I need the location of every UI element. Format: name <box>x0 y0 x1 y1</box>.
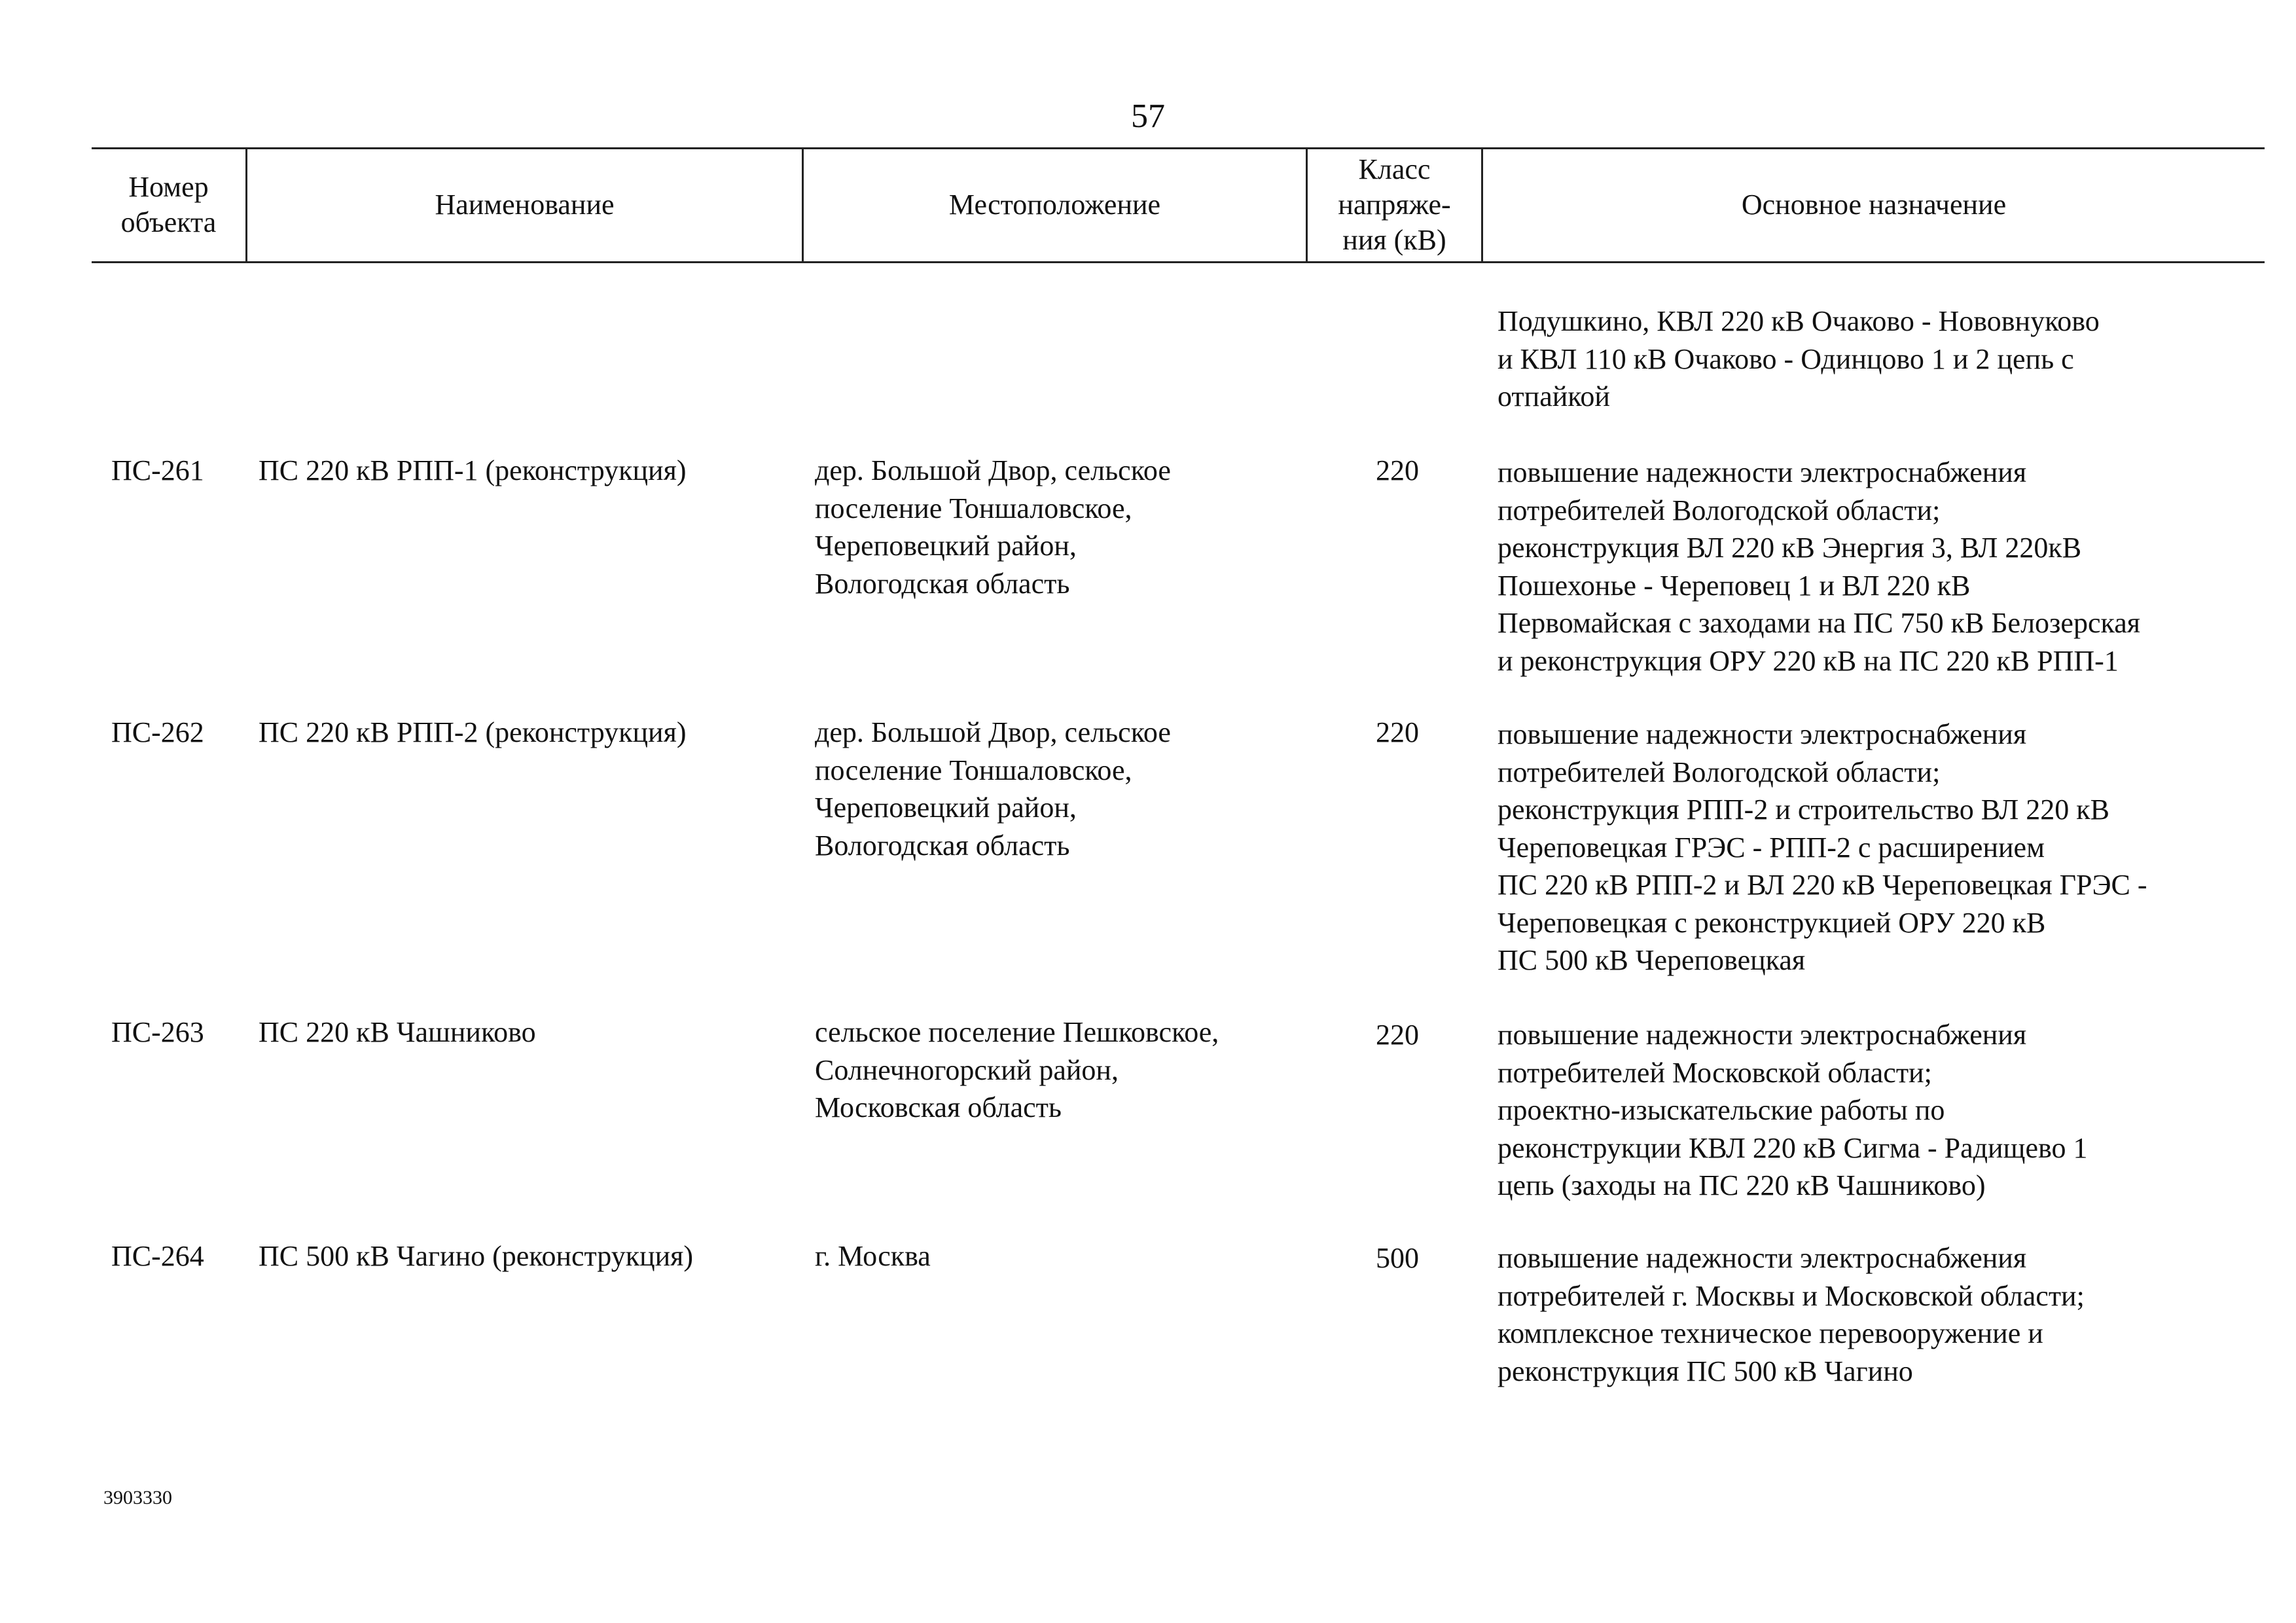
row-number: ПС-262 <box>111 716 204 748</box>
row-purpose: повышение надежности электроснабжения потребителей Вологодской области; реконструкция РПП-2 и строительство ВЛ 220 кВ Череповецкая ГРЭС - РПП-2 с расширением ПС 220 кВ РПП-2 и ВЛ 220 кВ Череповецкая ГРЭС - Череповецкая с реконструкцией ОРУ 220 кВ ПС 500 кВ Череповецкая <box>1498 718 2147 976</box>
table-header-bottom-rule <box>92 261 2265 263</box>
document-code: 3903330 <box>103 1487 172 1508</box>
row-voltage: 220 <box>1376 1019 1419 1051</box>
row-purpose: повышение надежности электроснабжения потребителей Московской области; проектно-изыскательские работы по реконструкции КВЛ 220 кВ Сигма - Радищево 1 цепь (заходы на ПС 220 кВ Чашниково) <box>1498 1019 2088 1201</box>
row-name: ПС 500 кВ Чагино (реконструкция) <box>259 1240 694 1272</box>
row-number: ПС-261 <box>111 454 204 486</box>
row-voltage: 220 <box>1376 454 1419 486</box>
row-number: ПС-264 <box>111 1240 204 1272</box>
row-name: ПС 220 кВ РПП-2 (реконструкция) <box>259 716 687 748</box>
row-location: г. Москва <box>815 1240 931 1272</box>
row-voltage: 220 <box>1376 716 1419 748</box>
row-name: ПС 220 кВ РПП-1 (реконструкция) <box>259 454 687 486</box>
page-number: 57 <box>1131 98 1165 135</box>
header-location: Местоположение <box>948 189 1161 221</box>
row-voltage: 500 <box>1376 1242 1419 1274</box>
row-location: дер. Большой Двор, сельское поселение Тоншаловское, Череповецкий район, Вологодская область <box>815 716 1171 862</box>
row-name: ПС 220 кВ Чашниково <box>259 1016 536 1048</box>
header-purpose: Основное назначение <box>1741 189 2007 221</box>
row-location: сельское поселение Пешковское, Солнечногорский район, Московская область <box>815 1016 1219 1123</box>
row-purpose: повышение надежности электроснабжения потребителей Вологодской области; реконструкция ВЛ 220 кВ Энергия 3, ВЛ 220кВ Пошехонье - Череповец 1 и ВЛ 220 кВ Первомайская с заходами на ПС 750 кВ Белозерская и реконструкция ОРУ 220 кВ на ПС 220 кВ РПП-1 <box>1498 456 2140 677</box>
header-name: Наименование <box>435 189 615 221</box>
header-number: Номер объекта <box>120 171 217 238</box>
row-purpose: повышение надежности электроснабжения потребителей г. Москвы и Московской области; комплексное техническое перевооружение и реконструкция ПС 500 кВ Чагино <box>1498 1242 2085 1387</box>
header-voltage: Класс напряже- ния (кВ) <box>1338 153 1451 256</box>
row-location: дер. Большой Двор, сельское поселение Тоншаловское, Череповецкий район, Вологодская область <box>815 454 1171 600</box>
row-number: ПС-263 <box>111 1016 204 1048</box>
continuation-purpose: Подушкино, КВЛ 220 кВ Очаково - Нововнуково и КВЛ 110 кВ Очаково - Одинцово 1 и 2 цепь с отпайкой <box>1498 305 2100 412</box>
